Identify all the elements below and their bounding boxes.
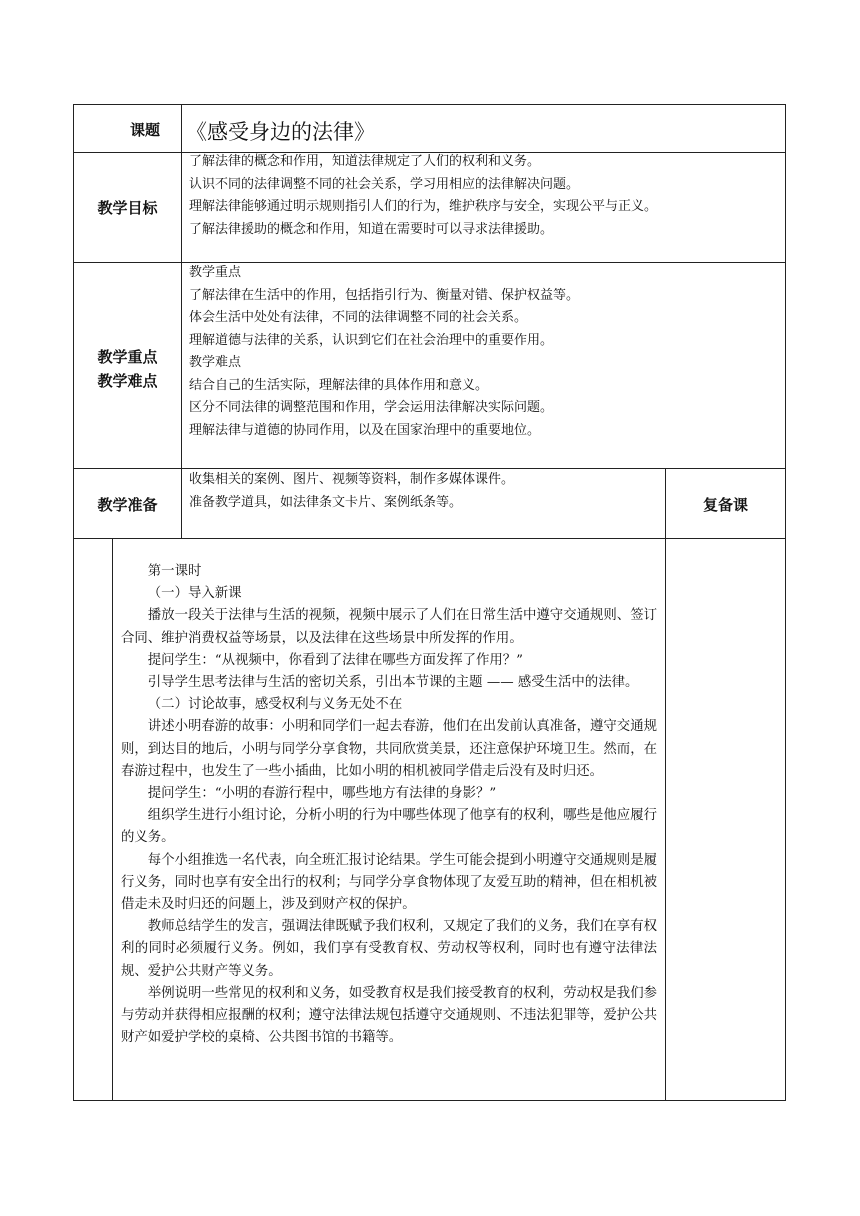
goals-list bbox=[189, 151, 657, 241]
review-column-divider bbox=[665, 468, 666, 1101]
lesson-paragraph: 第一课时 bbox=[147, 564, 202, 579]
lesson-paragraph: 举例说明一些常见的权利和义务，如受教育权是我们接受教育的权利，劳动权是我们参与劳动并获得相应报酬的权利；遵守法律法规包括遵守交通规则、不违法犯罪等，爱护公共财产如爱护学校的桌椅、公共图书馆的书籍等。 bbox=[121, 985, 657, 1046]
goal-item: 了解法律援助的概念和作用，知道在需要时可以寻求法律援助。 bbox=[189, 221, 554, 237]
prep-label: 教学准备 bbox=[97, 496, 158, 514]
difficulties-heading: 教学难点 bbox=[189, 355, 242, 370]
lesson-paragraph: 教师总结学生的发言，强调法律既赋予我们权利，又规定了我们的义务，我们在享有权利的同时必须履行义务。例如，我们享有受教育权、劳动权等权利，同时也有遵守法律法规、爱护公共财产等义务。 bbox=[121, 919, 657, 979]
keypoints-label-line-1: 教学重点 bbox=[97, 348, 158, 366]
prep-list bbox=[189, 469, 514, 514]
keypoints-list bbox=[189, 262, 579, 442]
title-label: 课题 bbox=[129, 121, 160, 139]
keypoints-label-line-2: 教学难点 bbox=[97, 372, 158, 390]
lesson-paragraph: 讲述小明春游的故事：小明和同学们一起去春游，他们在出发前认真准备，遵守交通规则，到达目的地后，小明与同学分享食物，共同欣赏美景，还注意保护环境卫生。然而，在春游过程中，也发生了一些小插曲，比如小明的相机被同学借走后没有及时归还。 bbox=[121, 719, 657, 779]
difficulty-item: 区分不同法律的调整范围和作用，学会运用法律解决实际问题。 bbox=[189, 400, 554, 415]
keypoints-heading: 教学重点 bbox=[189, 265, 242, 280]
goal-item: 了解法律的概念和作用，知道法律规定了人们的权利和义务。 bbox=[189, 154, 541, 169]
prep-item: 准备教学道具，如法律条文卡片、案例纸条等。 bbox=[189, 494, 463, 510]
review-label: 复备课 bbox=[702, 496, 748, 514]
lesson-paragraph: （一）导入新课 bbox=[147, 586, 242, 602]
lesson-paragraph: 组织学生进行小组讨论，分析小明的行为中哪些体现了他享有的权利，哪些是他应履行的义务。 bbox=[121, 808, 657, 846]
lesson-paragraph: （二）讨论故事，感受权利与义务无处不在 bbox=[147, 697, 403, 713]
table-top-border bbox=[73, 104, 786, 105]
table-bottom-border bbox=[73, 1100, 786, 1101]
table-right-border bbox=[785, 104, 786, 1101]
keypoint-item: 体会生活中处处有法律，不同的法律调整不同的社会关系。 bbox=[189, 310, 528, 325]
keypoint-item: 了解法律在生活中的作用，包括指引行为、衡量对错、保护权益等。 bbox=[189, 287, 580, 303]
prep-item: 收集相关的案例、图片、视频等资料，制作多媒体课件。 bbox=[189, 472, 515, 487]
difficulty-item: 理解法律与道德的协同作用，以及在国家治理中的重要地位。 bbox=[189, 422, 541, 438]
goal-item: 认识不同的法律调整不同的社会关系，学习用相应的法律解决问题。 bbox=[189, 176, 580, 192]
keypoints-label bbox=[74, 345, 181, 393]
goals-label: 教学目标 bbox=[97, 199, 158, 217]
lesson-title: 《感受身边的法律》 bbox=[186, 120, 375, 144]
row-divider-prep bbox=[73, 538, 786, 539]
label-column-divider bbox=[181, 104, 182, 539]
lesson-inner-left-border bbox=[112, 538, 113, 1101]
lesson-paragraph: 提问学生：“从视频中，你看到了法律在哪些方面发挥了作用？” bbox=[147, 652, 524, 668]
lesson-paragraph: 播放一段关于法律与生活的视频，视频中展示了人们在日常生活中遵守交通规则、签订合同、维护消费权益等场景，以及法律在这些场景中所发挥的作用。 bbox=[121, 608, 657, 646]
table-left-border bbox=[73, 104, 74, 1101]
difficulty-item: 结合自己的生活实际，理解法律的具体作用和意义。 bbox=[189, 377, 489, 393]
keypoint-item: 理解道德与法律的关系，认识到它们在社会治理中的重要作用。 bbox=[189, 332, 554, 348]
lesson-paragraph: 每个小组推选一名代表，向全班汇报讨论结果。学生可能会提到小明遵守交通规则是履行义务，同时也享有安全出行的权利；与同学分享食物体现了友爱互助的精神，但在相机被借走未及时归还的问题上，涉及到财产权的保护。 bbox=[121, 852, 657, 913]
lesson-paragraph: 提问学生：“小明的春游行程中，哪些地方有法律的身影？” bbox=[147, 786, 497, 802]
lesson-body bbox=[121, 561, 657, 1049]
goal-item: 理解法律能够通过明示规则指引人们的行为，维护秩序与安全，实现公平与正义。 bbox=[189, 199, 658, 214]
lesson-paragraph: 引导学生思考法律与生活的密切关系，引出本节课的主题 —— 感受生活中的法律。 bbox=[147, 675, 639, 691]
